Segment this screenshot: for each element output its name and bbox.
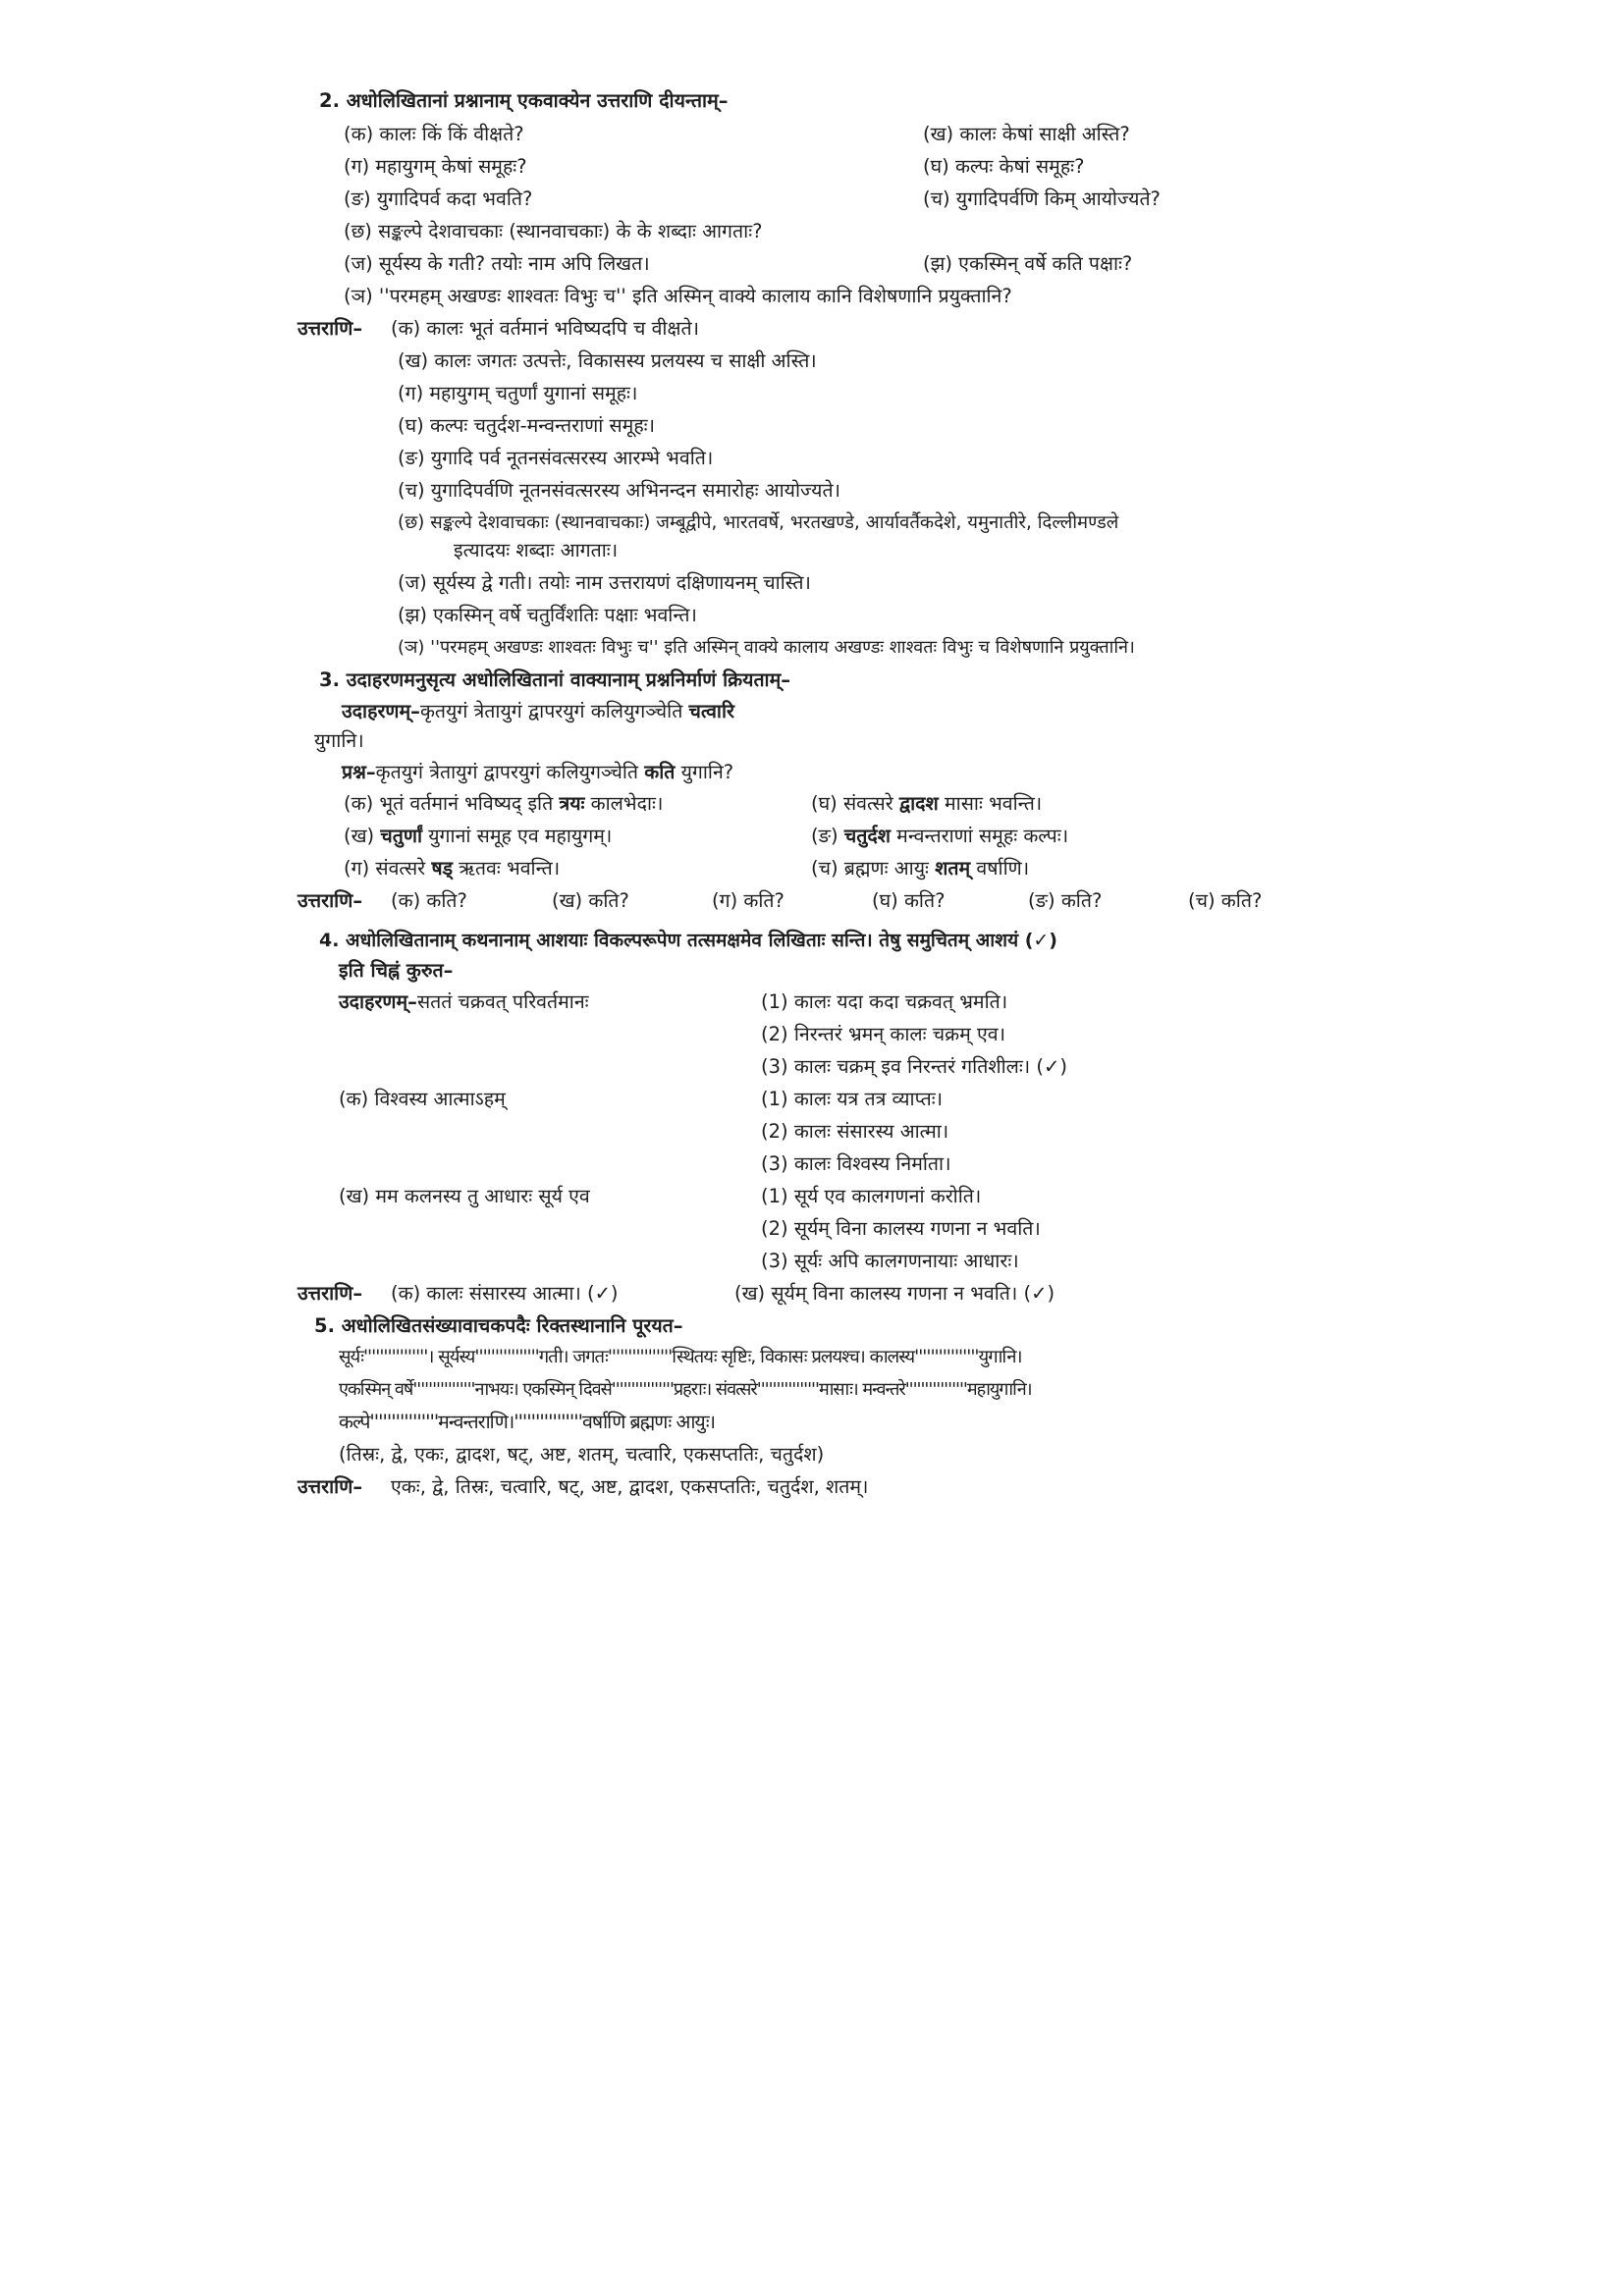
q3-question-label: प्रश्न– <box>342 761 376 783</box>
q3-item-bold: चतुर्णां <box>380 825 423 847</box>
q5-fill-line: एकस्मिन् वर्षे''''''''''''''''नाभयः। एकस्मिन् दिवसे''''''''''''''''प्रहराः। संवत्सरे''''''''''''''''मासाः। मन्वन्तरे''''''''''''''''महायुगानि। <box>339 1379 1032 1400</box>
q2-question: (छ) सङ्कल्पे देशवाचकाः (स्थानवाचकाः) के के शब्दाः आगताः? <box>344 220 763 242</box>
q5-fill-line: कल्पे''''''''''''''''मन्वन्तराणि।''''''''''''''''वर्षाणि ब्रह्मणः आयुः। <box>339 1411 716 1433</box>
q2-answer: (ज) सूर्यस्य द्वे गती। तयोः नाम उत्तरायणं दक्षिणायनम् चास्ति। <box>398 571 811 594</box>
q4-answer: (क) कालः संसारस्य आत्मा। (✓) <box>391 1282 619 1305</box>
q2-heading: 2. अधोलिखितानां प्रश्नानाम् एकवाक्येन उत्तराणि दीयन्ताम्– <box>319 89 729 112</box>
q3-question-post: युगानि? <box>680 761 734 783</box>
q2-answers-label: उत्तराणि– <box>298 317 363 340</box>
q3-answer: (क) कति? <box>391 889 467 912</box>
q3-answer: (ङ) कति? <box>1028 889 1103 912</box>
q2-answer-continued: इत्यादयः शब्दाः आगताः। <box>454 539 619 561</box>
q3-item-text: युगानां समूह एव महायुगम्। <box>428 825 613 847</box>
q3-question-bold: कति <box>644 761 676 783</box>
q3-answer: (च) कति? <box>1188 889 1263 912</box>
q4-option: (1) कालः यदा कदा चक्रवत् भ्रमति। <box>761 990 1008 1013</box>
q5-answers: एकः, द्वे, तिस्रः, चत्वारि, षट्, अष्ट, द्वादश, एकसप्ततिः, चतुर्दश, शतम्। <box>391 1475 869 1498</box>
q3-item-text: मासाः भवन्ति। <box>945 792 1043 815</box>
q2-answer: (घ) कल्पः चतुर्दश-मन्वन्तराणां समूहः। <box>398 414 655 437</box>
q3-item-text: कालभेदाः। <box>590 792 664 815</box>
q2-question: (ञ) ''परमहम् अखण्डः शाश्वतः विभुः च'' इति अस्मिन् वाक्ये कालाय कानि विशेषणानि प्रयुक्तानि? <box>344 285 1012 307</box>
q3-item-text: वर्षाणि। <box>976 857 1030 880</box>
q4-option: (1) कालः यत्र तत्र व्याप्तः। <box>761 1088 944 1110</box>
q2-answer: (च) युगादिपर्वणि नूतनसंवत्सरस्य अभिनन्दन समारोहः आयोज्यते। <box>398 479 840 502</box>
q4-statement: (ख) मम कलनस्य तु आधारः सूर्य एव <box>339 1185 590 1207</box>
q4-option: (2) कालः संसारस्य आत्मा। <box>761 1120 949 1143</box>
q3-item-text: ऋतवः भवन्ति। <box>459 857 561 880</box>
q4-heading: 4. अधोलिखितानाम् कथनानाम् आशयाः विकल्परूपेण तत्समक्षमेव लिखिताः सन्ति। तेषु समुचितम् आशयं (✓) <box>319 930 1057 951</box>
q2-answer: (ग) महायुगम् चतुर्णां युगानां समूहः। <box>398 382 638 404</box>
q3-answer: (ख) कति? <box>552 889 629 912</box>
q3-example-text: कृतयुगं त्रेतायुगं द्वापरयुगं कलियुगञ्चेति <box>419 700 683 722</box>
q3-answer: (ग) कति? <box>712 889 784 912</box>
q4-option: (1) सूर्य एव कालगणनां करोति। <box>761 1185 982 1207</box>
q2-answer: (ञ) ''परमहम् अखण्डः शाश्वतः विभुः च'' इति अस्मिन् वाक्ये कालाय अखण्डः शाश्वतः विभुः च विशेषणानि प्रयुक्तानि। <box>398 637 1135 658</box>
q4-option: (3) कालः चक्रम् इव निरन्तरं गतिशीलः। (✓) <box>761 1055 1067 1078</box>
q4-answer: (ख) सूर्यम् विना कालस्य गणना न भवति। (✓) <box>734 1282 1055 1305</box>
q4-example-label: उदाहरणम्– <box>339 990 417 1013</box>
q2-question: (ख) कालः केषां साक्षी अस्ति? <box>923 123 1130 145</box>
q3-example <box>342 699 734 724</box>
q5-answers-label: उत्तराणि– <box>298 1475 363 1498</box>
q3-item-text: (ख) <box>344 825 375 847</box>
q4-answers-label: उत्तराणि– <box>298 1282 363 1305</box>
q4-example-text: सततं चक्रवत् परिवर्तमानः <box>416 990 589 1013</box>
q2-question: (ज) सूर्यस्य के गती? तयोः नाम अपि लिखत। <box>344 252 650 275</box>
q3-example-continued: युगानि। <box>314 729 364 752</box>
q3-item-bold: शतम् <box>935 857 971 880</box>
q2-answer: (ङ) युगादि पर्व नूतनसंवत्सरस्य आरम्भे भवति। <box>398 447 714 469</box>
q3-example-bold: चत्वारि <box>688 700 734 722</box>
q3-item <box>344 791 663 817</box>
q4-statement: (क) विश्वस्य आत्माऽहम् <box>339 1088 506 1110</box>
q3-item <box>811 824 1068 849</box>
q5-heading: 5. अधोलिखितसंख्यावाचकपदैः रिक्तस्थानानि पूरयत– <box>314 1314 683 1337</box>
q4-option: (3) कालः विश्वस्य निर्माता। <box>761 1152 951 1175</box>
q2-question: (घ) कल्पः केषां समूहः? <box>923 155 1085 178</box>
q3-item <box>811 856 1029 881</box>
q3-item-text: (क) भूतं वर्तमानं भविष्यद् इति <box>344 792 554 815</box>
q3-item-text: (घ) संवत्सरे <box>811 792 893 815</box>
q3-item-text: (ङ) <box>811 825 839 847</box>
q5-options: (तिस्रः, द्वे, एकः, द्वादश, षट्, अष्ट, शतम्, चत्वारि, एकसप्ततिः, चतुर्दश) <box>339 1443 825 1466</box>
q3-question-text: कृतयुगं त्रेतायुगं द्वापरयुगं कलियुगञ्चेति <box>375 761 639 783</box>
q3-item-bold: त्रयः <box>559 792 585 815</box>
q2-answer: (झ) एकस्मिन् वर्षे चतुर्विंशतिः पक्षाः भवन्ति। <box>398 604 697 626</box>
q4-option: (2) सूर्यम् विना कालस्य गणना न भवति। <box>761 1217 1041 1240</box>
q3-item-text: मन्वन्तराणां समूहः कल्पः। <box>896 825 1069 847</box>
q3-answer: (घ) कति? <box>872 889 946 912</box>
q2-question: (ग) महायुगम् केषां समूहः? <box>344 155 527 178</box>
q2-answer: (छ) सङ्कल्पे देशवाचकाः (स्थानवाचकाः) जम्बूद्वीपे, भारतवर्षे, भरतखण्डे, आर्यावर्तैकदेशे, यमुनातीरे, दिल्लीमण्डले <box>398 512 1119 533</box>
q2-question: (ङ) युगादिपर्व कदा भवति? <box>344 187 533 210</box>
q3-question <box>342 760 733 785</box>
q3-item-bold: द्वादश <box>898 792 939 815</box>
q2-question: (च) युगादिपर्वणि किम् आयोज्यते? <box>923 187 1161 210</box>
q3-answers-label: उत्तराणि– <box>298 889 363 912</box>
q3-item <box>344 856 560 881</box>
q4-example <box>339 989 589 1015</box>
q3-item-bold: चतुर्दश <box>843 825 891 847</box>
q4-heading-continued: इति चिह्नं कुरुत– <box>339 959 454 982</box>
q4-option: (3) सूर्यः अपि कालगणनायाः आधारः। <box>761 1250 1019 1272</box>
q3-item <box>344 824 612 849</box>
q3-example-label: उदाहरणम्– <box>342 700 420 722</box>
q4-option: (2) निरन्तरं भ्रमन् कालः चक्रम् एव। <box>761 1023 1005 1045</box>
q3-item-text: (च) ब्रह्मणः आयुः <box>811 857 929 880</box>
q3-heading: 3. उदाहरणमनुसृत्य अधोलिखितानां वाक्यानाम् प्रश्ननिर्माणं क्रियताम्– <box>319 668 791 691</box>
q3-item-bold: षड् <box>431 857 454 880</box>
q2-answer: (क) कालः भूतं वर्तमानं भविष्यदपि च वीक्षते। <box>391 317 699 340</box>
q2-question: (झ) एकस्मिन् वर्षे कति पक्षाः? <box>923 252 1133 275</box>
q2-answer: (ख) कालः जगतः उत्पत्तेः, विकासस्य प्रलयस्य च साक्षी अस्ति। <box>398 349 817 372</box>
q3-item-text: (ग) संवत्सरे <box>344 857 426 880</box>
q2-question: (क) कालः किं किं वीक्षते? <box>344 123 524 145</box>
q5-fill-line: सूर्यः''''''''''''''''। सूर्यस्य''''''''''''''''गती। जगतः''''''''''''''''स्थितयः सृष्टिः, विकासः प्रलयश्च। कालस्य''''''''''''''''युगानि। <box>339 1347 1022 1367</box>
q3-item <box>811 791 1042 817</box>
